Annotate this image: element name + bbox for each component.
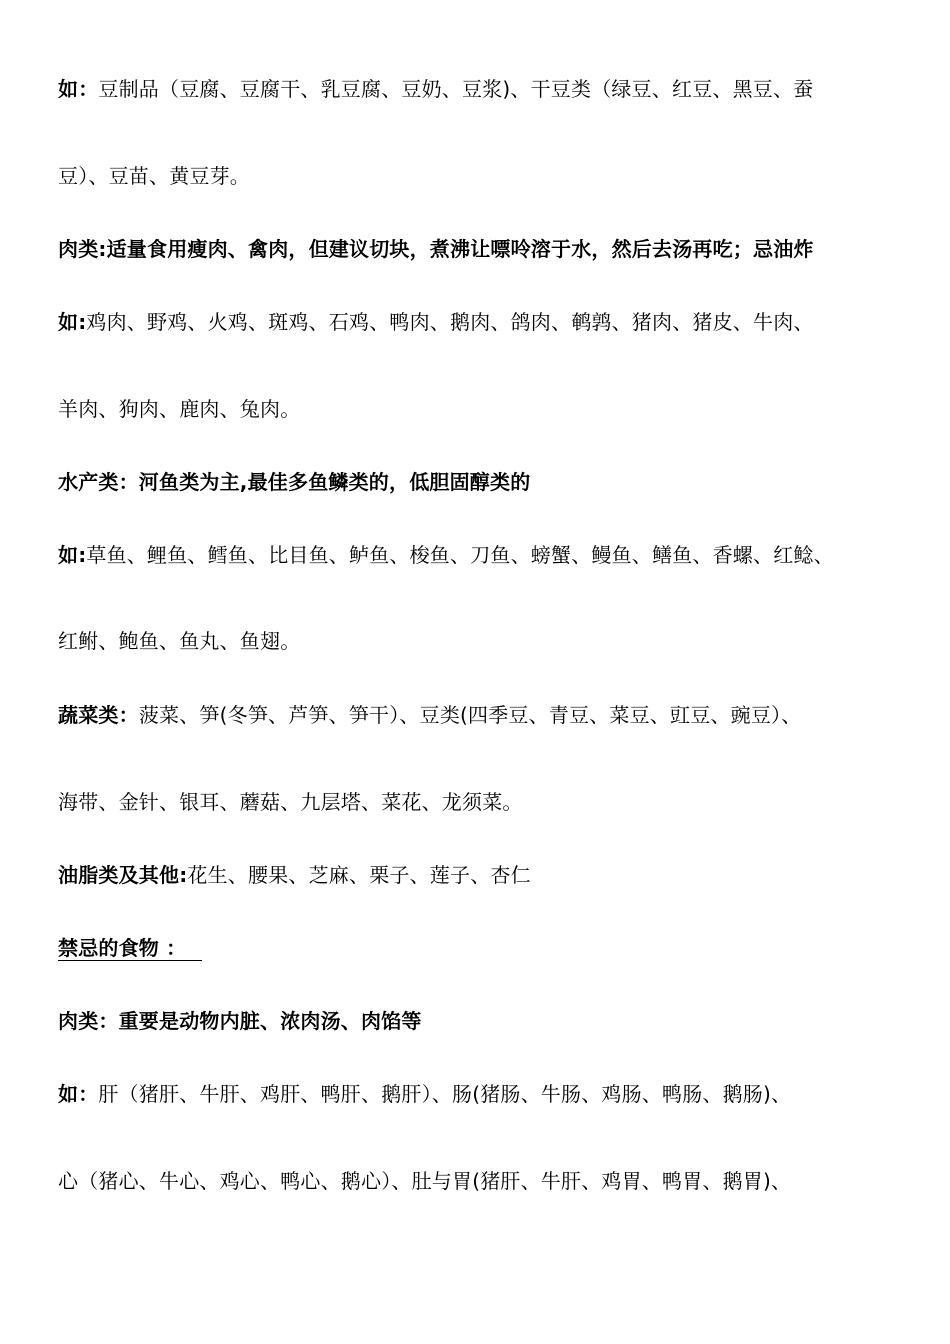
section-heading: 水产类：河鱼类为主,最佳多鱼鳞类的，低胆固醇类的 [58, 470, 531, 494]
heading-forbidden-meat [58, 1007, 918, 1035]
paragraph-organ-examples [58, 1080, 918, 1108]
paragraph-vegetables [58, 701, 918, 729]
paragraph-text: 豆）、豆苗、黄豆芽。 [58, 164, 250, 188]
paragraph-text: 豆制品（豆腐、豆腐干、乳豆腐、豆奶、豆浆)、干豆类（绿豆、红豆、黑豆、蚕 [98, 77, 814, 101]
paragraph-meat-examples [58, 308, 918, 336]
paragraph-text: 红鲋、鲍鱼、鱼丸、鱼翅。 [58, 629, 301, 653]
paragraph-oils-other [58, 861, 918, 889]
paragraph-text: 羊肉、狗肉、鹿肉、兔肉。 [58, 397, 301, 421]
heading-forbidden-foods [58, 934, 918, 962]
section-heading-underlined: 禁忌的食物 ： [58, 936, 202, 961]
paragraph-text: 海带、金针、银耳、蘑菇、九层塔、菜花、龙须菜。 [58, 790, 523, 814]
section-heading: 肉类:适量食用瘦肉、禽肉，但建议切块，煮沸让嘌呤溶于水，然后去汤再吃；忌油炸 [58, 237, 814, 261]
paragraph-seafood-examples-cont [58, 627, 918, 655]
example-label: 如: [58, 543, 87, 567]
heading-seafood [58, 468, 918, 496]
section-heading: 肉类：重要是动物内脏、浓肉汤、肉馅等 [58, 1009, 422, 1033]
section-heading: 蔬菜类： [58, 703, 139, 727]
paragraph-vegetables-cont [58, 788, 918, 816]
paragraph-seafood-examples [58, 541, 918, 569]
paragraph-organ-examples-cont [58, 1167, 918, 1195]
heading-meat [58, 235, 918, 263]
paragraph-text: 花生、腰果、芝麻、栗子、莲子、杏仁 [187, 863, 531, 887]
example-label: 如： [58, 1082, 99, 1106]
paragraph-text: 鸡肉、野鸡、火鸡、斑鸡、石鸡、鸭肉、鹅肉、鸽肉、鹌鹑、猪肉、猪皮、牛肉、 [86, 310, 814, 334]
paragraph-text: 肝（猪肝、牛肝、鸡肝、鸭肝、鹅肝）、肠(猪肠、牛肠、鸡肠、鸭肠、鹅肠)、 [98, 1082, 792, 1106]
paragraph-soy-examples [58, 75, 918, 103]
example-label: 如: [58, 310, 87, 334]
section-heading: 油脂类及其他: [58, 863, 188, 887]
paragraph-soy-examples-cont [58, 162, 918, 190]
example-label: 如： [58, 77, 99, 101]
paragraph-text: 草鱼、鲤鱼、鳕鱼、比目鱼、鲈鱼、梭鱼、刀鱼、螃蟹、鳗鱼、鳝鱼、香螺、红鲶、 [86, 543, 834, 567]
paragraph-text: 菠菜、笋(冬笋、芦笋、笋干）、豆类(四季豆、青豆、菜豆、豇豆、豌豆）、 [138, 703, 802, 727]
paragraph-meat-examples-cont [58, 395, 918, 423]
paragraph-text: 心（猪心、牛心、鸡心、鸭心、鹅心）、肚与胃(猪肝、牛肝、鸡胃、鸭胃、鹅胃)、 [58, 1169, 792, 1193]
